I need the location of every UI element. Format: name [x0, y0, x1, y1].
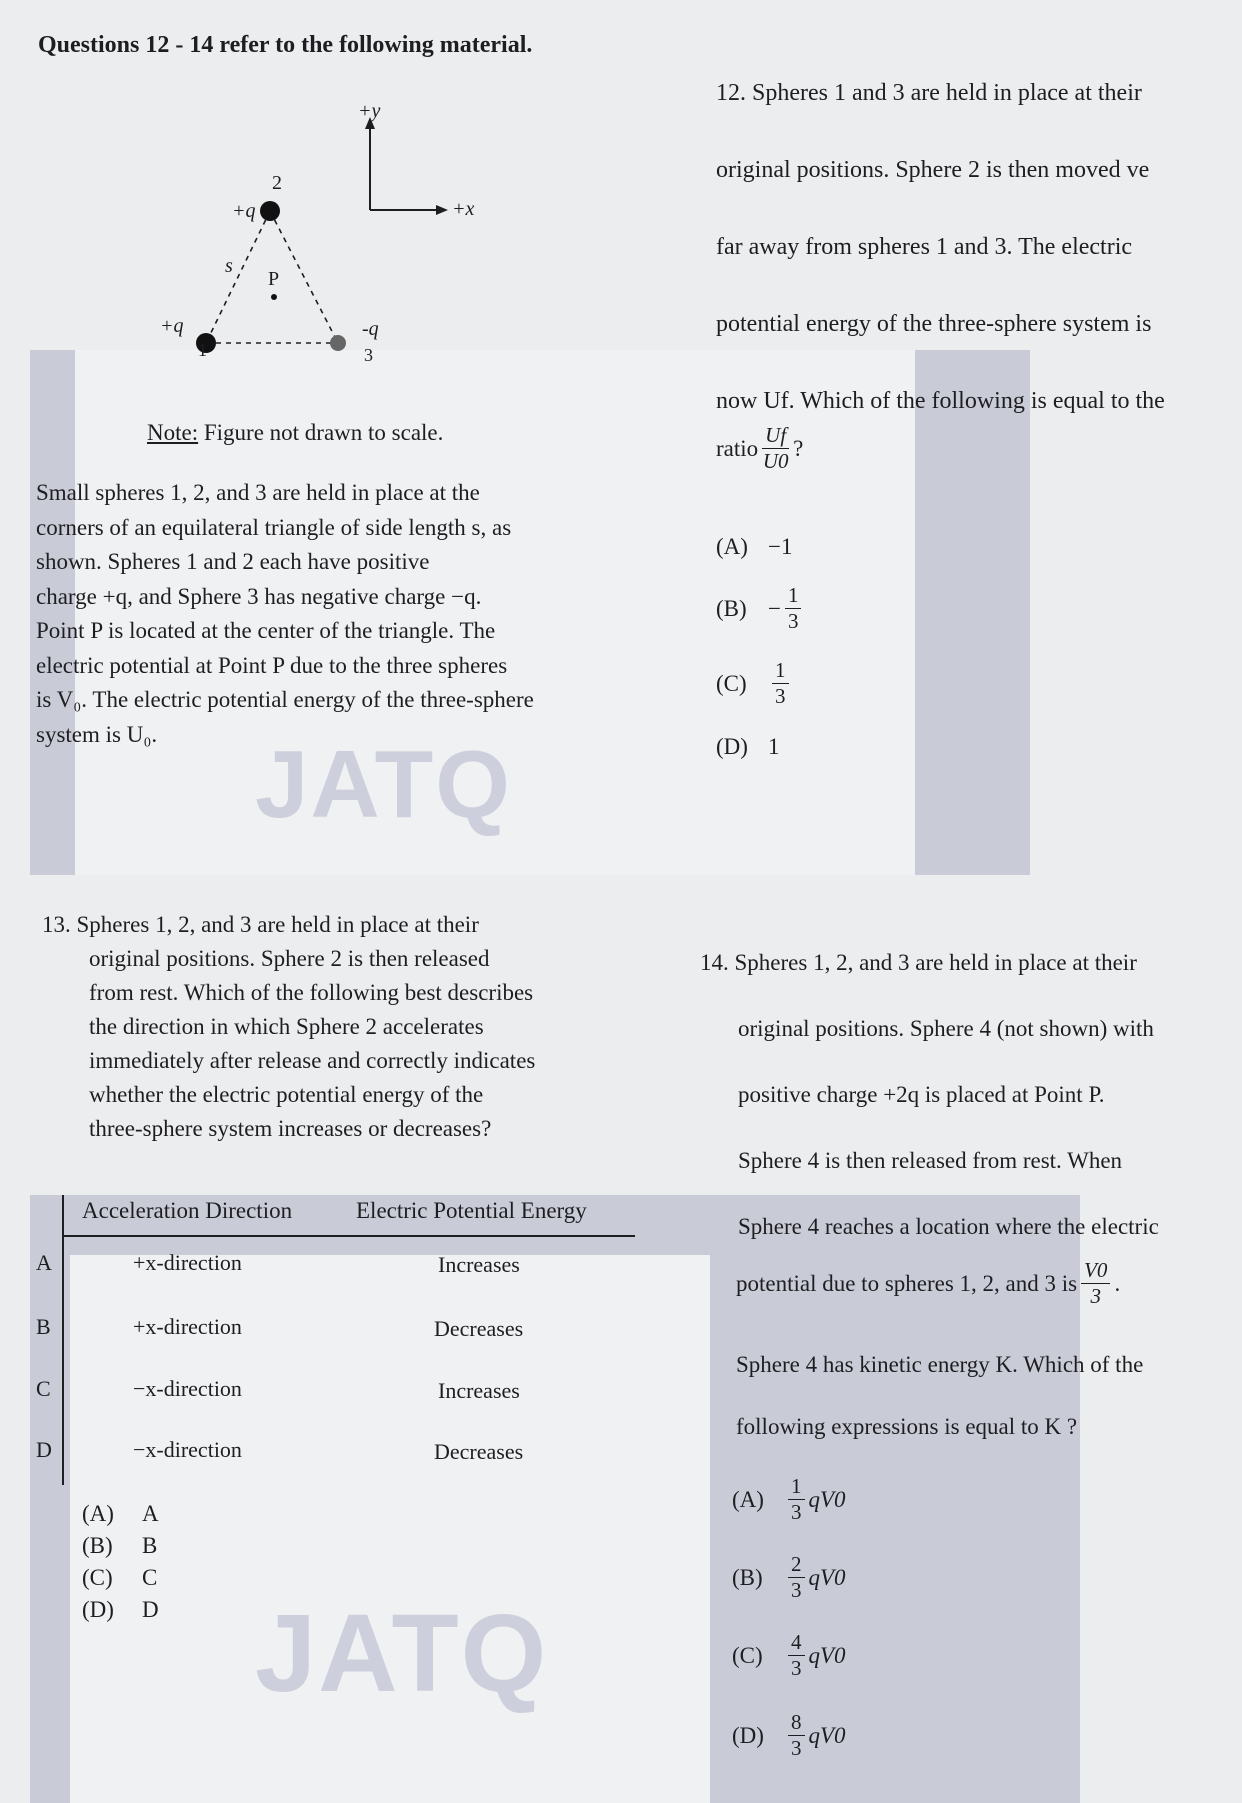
q12-option-b[interactable]	[716, 585, 805, 632]
q12-option-label: (B)	[716, 595, 747, 621]
q13-row-dir: −x-direction	[133, 1437, 242, 1462]
q13-row-letter: A	[36, 1250, 52, 1275]
q13-option-text: D	[142, 1597, 159, 1622]
q13-line: three-sphere system increases or decreases?	[89, 1116, 492, 1141]
q14-option-label: (D)	[732, 1722, 764, 1748]
q13-row-letter: B	[36, 1314, 51, 1339]
q13-table-header-energy: Electric Potential Energy	[356, 1198, 587, 1223]
q14-option-den: 3	[791, 1578, 802, 1602]
q12-option-c[interactable]	[716, 660, 793, 707]
q12-option-sign: −	[768, 595, 781, 621]
passage-line: system is U₀.	[36, 721, 158, 747]
q14-option-num: 8	[788, 1712, 805, 1736]
q14-option-fraction	[788, 1712, 805, 1759]
q14-potential-line	[736, 1260, 1120, 1307]
sphere-1-charge: +q	[160, 315, 184, 337]
axis-x-label: +x	[452, 198, 475, 220]
q14-line: following expressions is equal to K ?	[736, 1414, 1078, 1439]
q12-option-num: 1	[785, 585, 802, 609]
q14-option-den: 3	[791, 1656, 802, 1680]
passage-line: is V₀. The electric potential energy of the three-sphere	[36, 687, 534, 712]
q12-ratio-q: ?	[793, 435, 804, 461]
q13-row-energy: Decreases	[434, 1439, 524, 1464]
passage-line: Small spheres 1, 2, and 3 are held in place at the	[36, 480, 480, 505]
q12-option-label: (C)	[716, 670, 747, 696]
q14-option-fraction	[788, 1476, 805, 1523]
q12-ratio-num: Uf	[762, 425, 789, 449]
q14-line: Sphere 4 has kinetic energy K. Which of the	[736, 1352, 1144, 1377]
q14-line6-den: 3	[1090, 1284, 1102, 1308]
q14-after	[736, 1334, 1143, 1458]
q13-option-label: (B)	[82, 1533, 113, 1558]
q14-option-den: 3	[791, 1736, 802, 1760]
q12-line: 12. Spheres 1 and 3 are held in place at their	[716, 80, 1142, 106]
q14-option-tail: qV0	[808, 1722, 846, 1748]
q14-line6-fraction	[1081, 1260, 1110, 1307]
x-axis-arrow	[436, 205, 448, 215]
q14-option-num: 1	[788, 1476, 805, 1500]
q12-option-den: 3	[775, 684, 786, 708]
q14-line: original positions. Sphere 4 (not shown) with	[738, 1016, 1154, 1041]
q13-option-a[interactable]	[82, 1498, 159, 1530]
q12-option-fraction	[772, 660, 789, 707]
passage-line: shown. Spheres 1 and 2 each have positive	[36, 549, 430, 574]
q13-line: immediately after release and correctly indicates	[89, 1048, 536, 1073]
q13-row-energy: Decreases	[434, 1316, 524, 1341]
q13-line: original positions. Sphere 2 is then released	[89, 946, 490, 971]
q14-option-c[interactable]	[732, 1632, 846, 1679]
q14-option-label: (C)	[732, 1642, 763, 1668]
q13-option-label: (C)	[82, 1565, 113, 1590]
q12-option-text: −1	[768, 534, 793, 559]
sphere-3-number: 3	[364, 345, 373, 365]
q12-option-den: 3	[787, 609, 799, 633]
triangle-side-left	[206, 211, 270, 343]
q13-table-header-dir: Acceleration Direction	[82, 1198, 293, 1223]
side-length-label: s	[225, 255, 233, 277]
q13-option-d[interactable]	[82, 1594, 159, 1626]
q14-option-label: (A)	[732, 1486, 764, 1512]
q12-ratio-den: U0	[762, 449, 789, 473]
q12-option-fraction	[785, 585, 802, 632]
passage-line: electric potential at Point P due to the three spheres	[36, 652, 508, 678]
point-p-label: P	[268, 268, 280, 290]
q12-option-label: (D)	[716, 734, 748, 759]
q13-option-c[interactable]	[82, 1562, 159, 1594]
q14-line: positive charge +2q is placed at Point P.	[738, 1082, 1105, 1107]
q13-row-letter: D	[36, 1437, 52, 1462]
q13-table-header-rule	[62, 1235, 635, 1237]
q13-row-dir: +x-direction	[133, 1314, 242, 1339]
q12-line: now Uf. Which of the following is equal to the	[716, 388, 1165, 414]
q14-option-num: 2	[788, 1554, 805, 1578]
passage	[36, 476, 616, 752]
q13-table-vertical-rule	[62, 1195, 64, 1485]
q12-option-d[interactable]	[716, 734, 780, 760]
q14-option-tail: qV0	[808, 1642, 846, 1668]
q12-option-num: 1	[772, 660, 789, 684]
q14-option-den: 3	[791, 1500, 802, 1524]
q14-option-d[interactable]	[732, 1712, 846, 1759]
question-12	[716, 55, 1236, 440]
q13-option-label: (A)	[82, 1501, 114, 1526]
sphere-3-charge: -q	[362, 318, 379, 340]
watermark-lower: JATQ	[255, 1592, 549, 1715]
figure-note	[147, 420, 443, 446]
q12-option-label: (A)	[716, 534, 748, 559]
q12-ratio-fraction	[762, 425, 789, 472]
q13-options	[82, 1498, 159, 1626]
q14-line: Sphere 4 reaches a location where the electric	[738, 1214, 1159, 1239]
q13-option-b[interactable]	[82, 1530, 159, 1562]
q14-line: 14. Spheres 1, 2, and 3 are held in place at their	[700, 950, 1137, 975]
q12-option-text: 1	[768, 734, 780, 759]
axis-y-label: +y	[358, 100, 381, 122]
q13-row-energy: Increases	[438, 1378, 520, 1403]
q14-option-b[interactable]	[732, 1554, 846, 1601]
triangle-side-right	[270, 211, 338, 343]
q12-line: potential energy of the three-sphere system is	[716, 311, 1152, 337]
q14-option-num: 4	[788, 1632, 805, 1656]
q13-line: 13. Spheres 1, 2, and 3 are held in place at their	[42, 912, 479, 937]
q13-row-energy: Increases	[438, 1252, 520, 1277]
q13-row-dir: +x-direction	[133, 1250, 242, 1275]
watermark-upper: JATQ	[255, 731, 512, 838]
sphere-2-charge: +q	[232, 200, 256, 222]
passage-line: Point P is located at the center of the triangle. The	[36, 618, 496, 643]
triangle-figure	[150, 85, 510, 375]
q14-option-fraction	[788, 1632, 805, 1679]
section-header: Questions 12 - 14 refer to the following material.	[38, 32, 533, 58]
q14-line: Sphere 4 is then released from rest. When	[738, 1148, 1123, 1173]
q13-row-letter: C	[36, 1376, 51, 1401]
q14-option-fraction	[788, 1554, 805, 1601]
q14-line6-num: V0	[1081, 1260, 1110, 1284]
passage-line: corners of an equilateral triangle of side length s, as	[36, 514, 512, 540]
q13-option-label: (D)	[82, 1597, 114, 1622]
q12-ratio-word: ratio	[716, 435, 759, 461]
q13-line: from rest. Which of the following best describes	[89, 980, 534, 1005]
q13-line: whether the electric potential energy of the	[89, 1082, 484, 1107]
note-label: Note:	[147, 420, 199, 445]
q14-line6-pre: potential due to spheres 1, 2, and 3 is	[736, 1270, 1078, 1296]
q12-line: far away from spheres 1 and 3. The electric	[716, 234, 1133, 260]
passage-line: charge +q, and Sphere 3 has negative charge −q.	[36, 583, 482, 609]
q14-line6-post: .	[1114, 1270, 1121, 1296]
question-13	[42, 908, 642, 1146]
q13-option-text: C	[142, 1565, 158, 1590]
q12-option-a[interactable]	[716, 534, 792, 560]
q13-option-text: B	[142, 1533, 158, 1558]
q14-option-a[interactable]	[732, 1476, 846, 1523]
question-14	[700, 930, 1240, 1260]
note-text: Figure not drawn to scale.	[198, 420, 444, 445]
sphere-2	[260, 201, 280, 221]
sphere-2-number: 2	[272, 172, 282, 194]
q12-ratio	[716, 425, 803, 472]
q14-option-tail: qV0	[808, 1564, 846, 1590]
q13-row-dir: −x-direction	[133, 1376, 242, 1401]
q13-option-text: A	[142, 1501, 159, 1526]
sphere-3	[330, 335, 346, 351]
q12-line: original positions. Sphere 2 is then moved ve	[716, 157, 1150, 183]
q14-option-tail: qV0	[808, 1486, 846, 1512]
point-p	[271, 294, 277, 300]
sphere-1-number: 1	[198, 340, 207, 360]
q13-line: the direction in which Sphere 2 accelerates	[89, 1014, 484, 1039]
q14-option-label: (B)	[732, 1564, 763, 1590]
